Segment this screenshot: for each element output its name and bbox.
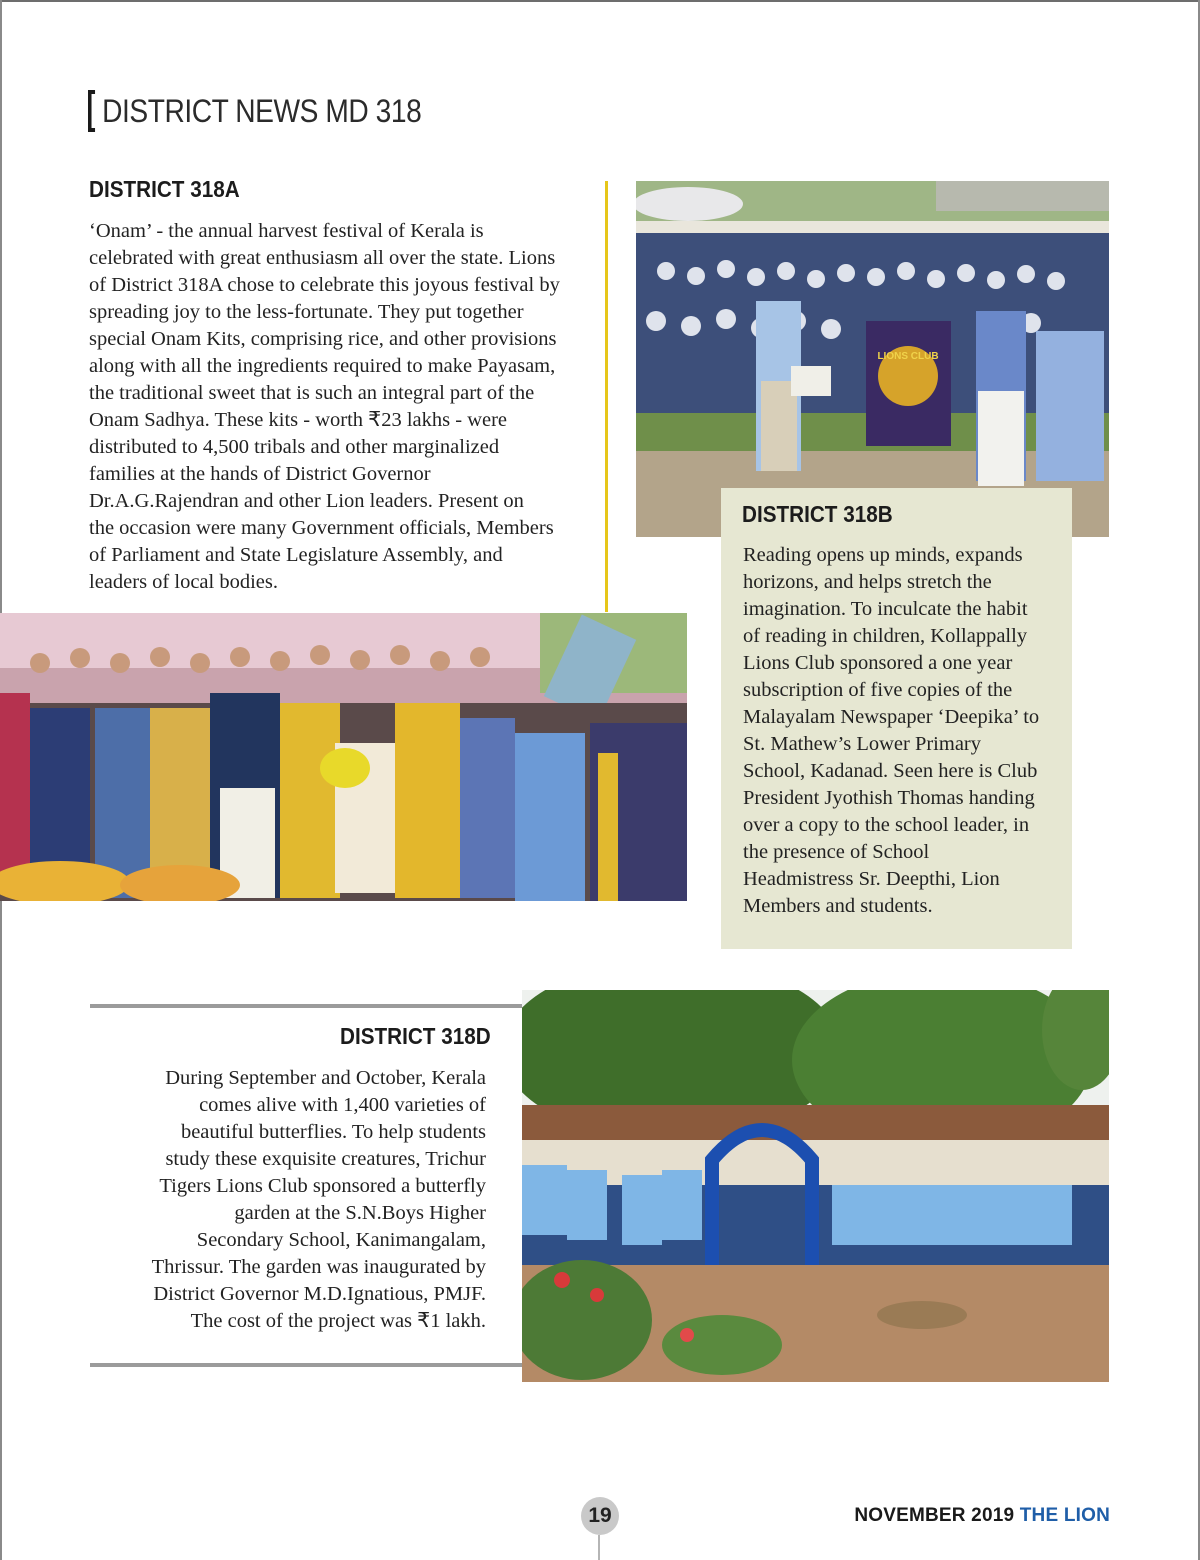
district-318a-heading: DISTRICT 318A xyxy=(89,176,240,202)
article-line: the presence of School xyxy=(743,841,930,863)
district-318d-article xyxy=(96,1065,486,1335)
photo-onam-kit-distribution-318a xyxy=(0,613,687,901)
photo-butterfly-garden-318d xyxy=(522,990,1109,1382)
article-line: special Onam Kits, comprising rice, and other provisions xyxy=(89,328,557,350)
article-line: Secondary School, Kanimangalam, xyxy=(196,1229,486,1251)
rule-bottom xyxy=(90,1363,522,1367)
article-line: Tigers Lions Club sponsored a butterfly xyxy=(159,1175,486,1197)
article-line: the traditional sweet that is such an integral part of the xyxy=(89,382,535,404)
page-number: 19 xyxy=(581,1497,619,1535)
article-line: Lions Club sponsored a one year xyxy=(743,652,1013,674)
footer-issue xyxy=(854,1505,1110,1527)
article-line: the occasion were many Government officials, Members xyxy=(89,517,554,539)
page-number-line xyxy=(598,1535,600,1560)
article-line: over a copy to the school leader, in xyxy=(743,814,1030,836)
article-line: Members and students. xyxy=(743,895,933,917)
article-line: comes alive with 1,400 varieties of xyxy=(199,1094,486,1116)
photo-school-group-318b xyxy=(636,181,1109,537)
column-divider xyxy=(605,181,608,612)
article-line: of Parliament and State Legislature Assembly, and xyxy=(89,544,503,566)
article-line: along with all the ingredients required to make Payasam, xyxy=(89,355,556,377)
section-title-text: DISTRICT NEWS MD 318 xyxy=(102,92,422,129)
article-line: horizons, and helps stretch the xyxy=(743,571,992,593)
issue-date: NOVEMBER 2019 xyxy=(854,1505,1015,1526)
banner-text: LIONS CLUB xyxy=(877,351,939,362)
article-line: of District 318A chose to celebrate this joyous festival by xyxy=(89,274,560,296)
article-line: imagination. To inculcate the habit xyxy=(743,598,1028,620)
district-318b-article xyxy=(743,542,1068,920)
section-title xyxy=(88,88,421,134)
district-318d-heading: DISTRICT 318D xyxy=(340,1023,491,1049)
article-line: of reading in children, Kollappally xyxy=(743,625,1028,647)
article-line: President Jyothish Thomas handing xyxy=(743,787,1035,809)
article-line: During September and October, Kerala xyxy=(165,1067,486,1089)
article-line: Thrissur. The garden was inaugurated by xyxy=(151,1256,486,1278)
article-line: subscription of five copies of the xyxy=(743,679,1013,701)
article-line: celebrated with great enthusiasm all over the state. Lions xyxy=(89,247,556,269)
rule-top xyxy=(90,1004,522,1008)
article-line: Headmistress Sr. Deepthi, Lion xyxy=(743,868,1000,890)
article-line: The cost of the project was ₹1 lakh. xyxy=(190,1310,486,1332)
district-318a-article xyxy=(89,218,589,596)
article-line: spreading joy to the less-fortunate. They put together xyxy=(89,301,524,323)
magazine-brand: THE LION xyxy=(1019,1505,1110,1526)
article-line: St. Mathew’s Lower Primary xyxy=(743,733,981,755)
article-line: ‘Onam’ - the annual harvest festival of Kerala is xyxy=(89,220,484,242)
article-line: School, Kadanad. Seen here is Club xyxy=(743,760,1038,782)
article-line: Onam Sadhya. These kits - worth ₹23 lakhs - were xyxy=(89,409,508,431)
article-line: Malayalam Newspaper ‘Deepika’ to xyxy=(743,706,1040,728)
article-line: leaders of local bodies. xyxy=(89,571,278,593)
article-line: families at the hands of District Governor xyxy=(89,463,431,485)
article-line: Dr.A.G.Rajendran and other Lion leaders. Present on xyxy=(89,490,524,512)
title-bracket xyxy=(88,90,95,132)
page-border xyxy=(0,0,1200,2)
article-line: Reading opens up minds, expands xyxy=(743,544,1023,566)
article-line: distributed to 4,500 tribals and other marginalized xyxy=(89,436,500,458)
article-line: study these exquisite creatures, Trichur xyxy=(165,1148,486,1170)
article-line: beautiful butterflies. To help students xyxy=(180,1121,486,1143)
article-line: garden at the S.N.Boys Higher xyxy=(234,1202,486,1224)
district-318b-heading: DISTRICT 318B xyxy=(742,501,893,527)
article-line: District Governor M.D.Ignatious, PMJF. xyxy=(153,1283,486,1305)
